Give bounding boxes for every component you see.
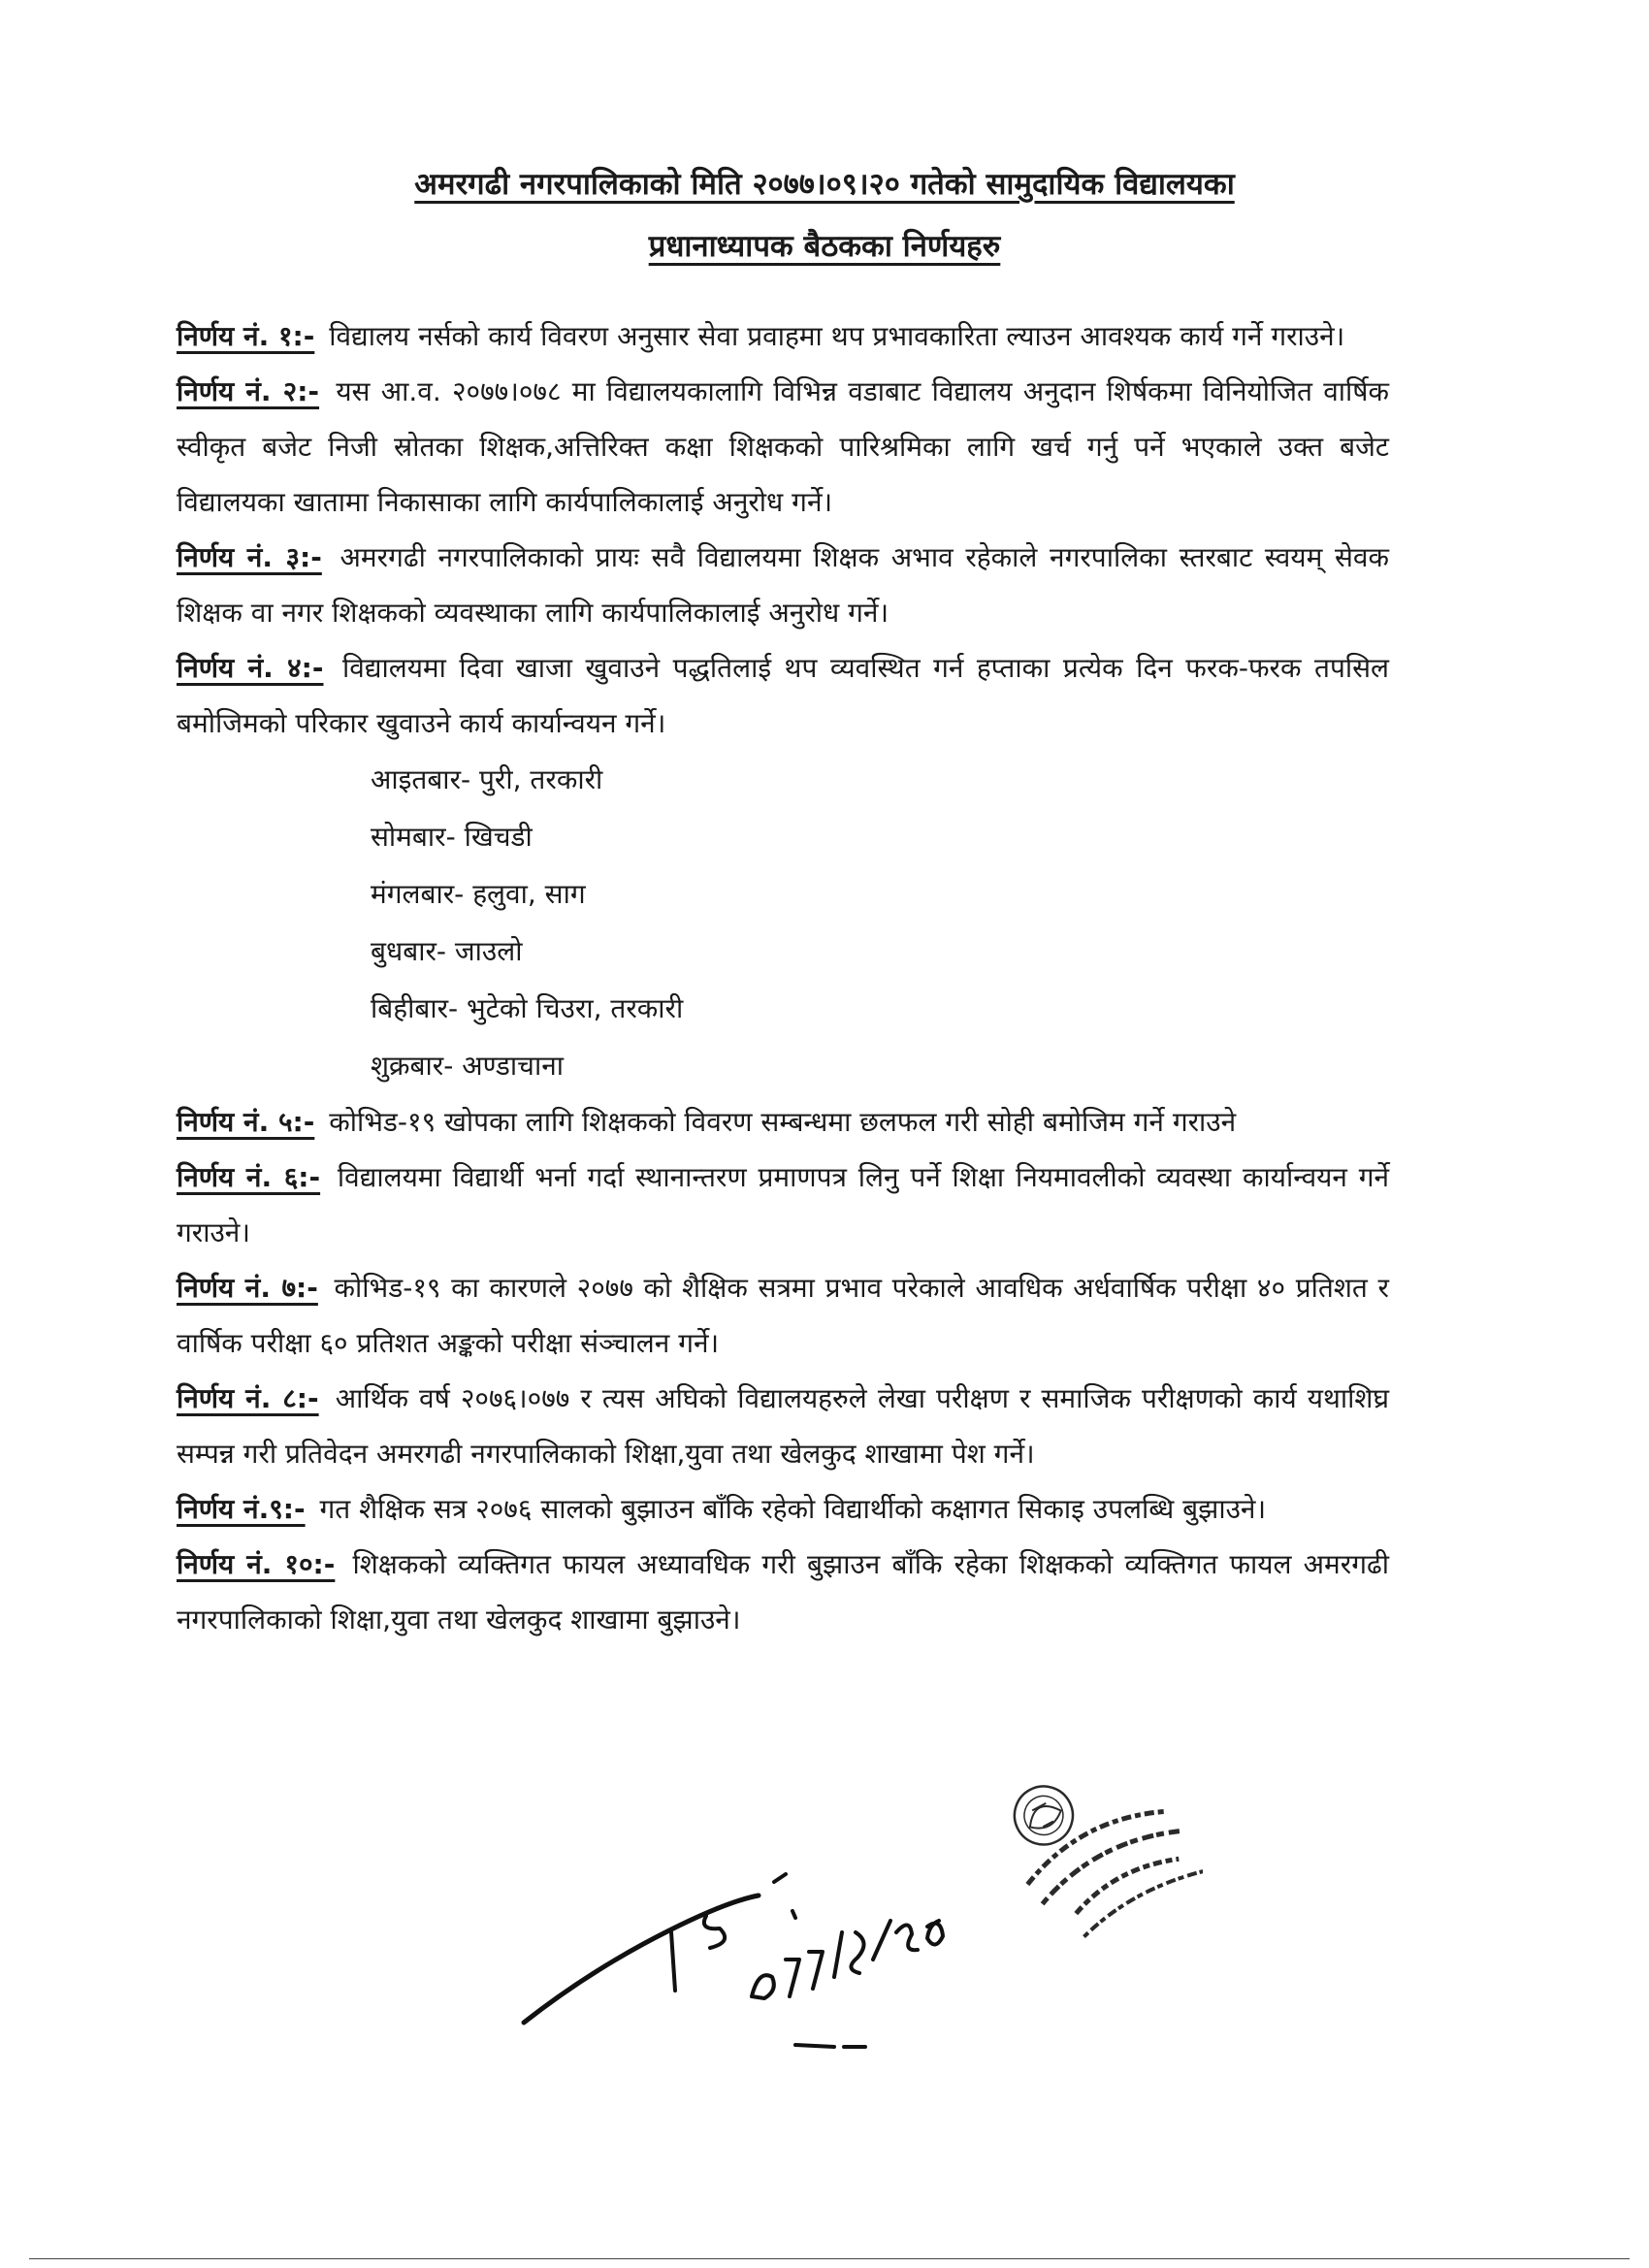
menu-item-tuesday: मंगलबार- हलुवा, साग [371,878,586,910]
menu-item-friday: शुक्रबार- अण्डाचाना [371,1050,564,1082]
decision-text: आर्थिक वर्ष २०७६।०७७ र त्यस अघिको विद्यालयहरुले लेखा परीक्षण र समाजिक परीक्षणको कार्य यथाशिघ्र सम्पन्न गरी प्रतिवेदन अमरगढी नगरपालिकाको शिक्षा,युवा तथा खेलकुद शाखामा पेश गर्ने। [177,1382,1390,1470]
weekly-meal-menu [371,751,1389,1094]
menu-item-sunday: आइतबार- पुरी, तरकारी [371,763,603,795]
decision-9 [177,1481,1389,1537]
decision-label: निर्णय नं. ४:- [177,652,324,684]
decision-text: शिक्षकको व्यक्तिगत फायल अध्यावधिक गरी बुझाउन बाँकि रहेका शिक्षकको व्यक्तिगत फायल अमरगढी नगरपालिकाको शिक्षा,युवा तथा खेलकुद शाखामा बुझाउने। [177,1548,1390,1636]
menu-item-wednesday: बुधबार- जाउलो [371,935,523,967]
office-seal [989,1756,1203,1940]
decision-1 [177,308,1389,364]
decision-6 [177,1150,1389,1260]
menu-item-monday: सोमबार- खिचडी [371,821,533,853]
decision-text: विद्यालय नर्सको कार्य विवरण अनुसार सेवा प्रवाहमा थप प्रभावकारिता ल्याउन आवश्यक कार्य गर्ने गराउने। [329,320,1345,352]
decision-label: निर्णय नं. ६:- [177,1161,321,1193]
decision-text: अमरगढी नगरपालिकाको प्रायः सवै विद्यालयमा शिक्षक अभाव रहेकाले नगरपालिका स्तरबाट स्वयम् सेवक शिक्षक वा नगर शिक्षकको व्यवस्थाका लागि कार्यपालिकालाई अनुरोध गर्ने। [177,541,1389,629]
decision-label: निर्णय नं. ७:- [177,1272,318,1304]
decision-text: गत शैक्षिक सत्र २०७६ सालको बुझाउन बाँकि रहेको विद्यार्थीको कक्षागत सिकाइ उपलब्धि बुझाउने। [319,1493,1267,1525]
document-title-line-1: अमरगढी नगरपालिकाको मिति २०७७।०९।२० गतेको सामुदायिक विद्यालयका [414,167,1235,202]
handwritten-signature [504,1824,1009,2057]
document-title-line-2: प्रधानाध्यापक बैठकका निर्णयहरु [648,229,1001,264]
decision-text: कोभिड-१९ का कारणले २०७७ को शैक्षिक सत्रमा प्रभाव परेकाले आवधिक अर्धवार्षिक परीक्षा ४० प्रतिशत र वार्षिक परीक्षा ६० प्रतिशत अङ्कको परीक्षा संञ्चालन गर्ने। [177,1272,1389,1359]
decision-5 [177,1094,1389,1150]
decision-label: निर्णय नं. ५:- [177,1106,315,1138]
menu-item-thursday: बिहीबार- भुटेको चिउरा, तरकारी [371,992,684,1024]
decision-8 [177,1371,1389,1481]
decision-label: निर्णय नं. ३:- [177,541,322,573]
decision-text: विद्यालयमा दिवा खाजा खुवाउने पद्धतिलाई थप व्यवस्थित गर्न हप्ताका प्रत्येक दिन फरक-फरक तपसिल बमोजिमको परिकार खुवाउने कार्य कार्यान्वयन गर्ने। [177,652,1390,739]
decision-label: निर्णय नं. ८:- [177,1382,319,1414]
decision-label: निर्णय नं.९:- [177,1493,306,1525]
decision-2 [177,364,1389,530]
decision-text: कोभिड-१९ खोपका लागि शिक्षकको विवरण सम्बन्धमा छलफल गरी सोही बमोजिम गर्ने गराउने [329,1106,1237,1138]
decision-4 [177,640,1389,751]
decision-text: यस आ.व. २०७७।०७८ मा विद्यालयकालागि विभिन्न वडाबाट विद्यालय अनुदान शिर्षकमा विनियोजित वार्षिक स्वीकृत बजेट निजी स्रोतका शिक्षक,अत्तिरिक्त कक्षा शिक्षकको पारिश्रमिका लागि खर्च गर्नु पर्ने भएकाले उक्त बजेट विद्यालयका खातामा निकासाका लागि कार्यपालिकालाई अनुरोध गर्ने। [177,375,1389,518]
decision-label: निर्णय नं. १०:- [177,1548,336,1580]
decision-3 [177,530,1389,640]
decision-7 [177,1260,1389,1371]
page-bottom-rule [29,2258,1630,2259]
decision-10 [177,1537,1389,1647]
decision-text: विद्यालयमा विद्यार्थी भर्ना गर्दा स्थानान्तरण प्रमाणपत्र लिनु पर्ने शिक्षा नियमावलीको व्यवस्था कार्यान्वयन गर्ने गराउने। [177,1161,1389,1248]
decision-label: निर्णय नं. १:- [177,320,315,352]
decision-label: निर्णय नं. २:- [177,375,320,407]
decisions-list [177,308,1389,1647]
